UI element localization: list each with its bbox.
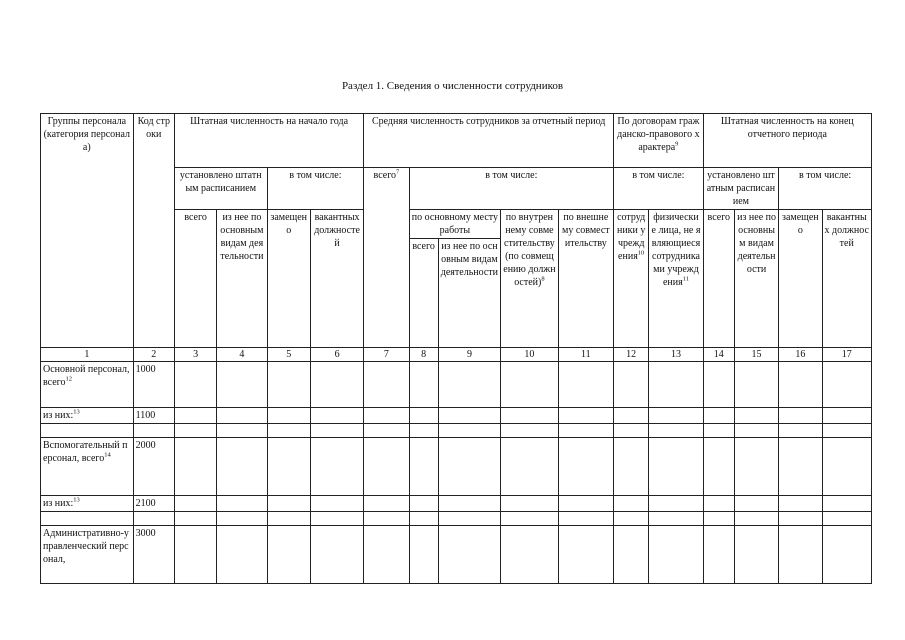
data-cell[interactable]: [614, 424, 649, 438]
data-cell[interactable]: [267, 438, 310, 496]
section-title: Раздел 1. Сведения о численности сотрудников: [341, 80, 564, 92]
row-label: [41, 424, 134, 438]
data-cell[interactable]: [822, 526, 872, 584]
data-cell[interactable]: [822, 496, 872, 512]
data-cell[interactable]: [614, 526, 649, 584]
data-cell[interactable]: [217, 424, 267, 438]
data-cell[interactable]: [364, 496, 409, 512]
header-vacant-end: вакантных должностей: [822, 210, 872, 348]
col-num: 8: [409, 348, 438, 362]
data-cell[interactable]: [438, 438, 500, 496]
col-num: 17: [822, 348, 872, 362]
data-cell[interactable]: [438, 512, 500, 526]
data-cell[interactable]: [779, 438, 822, 496]
data-cell[interactable]: [409, 362, 438, 408]
header-staff-end: Штатная численность на конец отчетного периода: [703, 114, 871, 168]
data-cell[interactable]: [501, 408, 558, 424]
table-row-main-staff: [41, 362, 872, 408]
data-cell[interactable]: [734, 408, 778, 424]
row-code: [133, 512, 174, 526]
col-num: 15: [734, 348, 778, 362]
col-num: 4: [217, 348, 267, 362]
header-contracts: По договорам гражданско-правового характера$^9$: [614, 114, 704, 168]
header-main-job: [409, 210, 501, 348]
data-cell[interactable]: [174, 362, 216, 408]
data-cell[interactable]: [364, 526, 409, 584]
data-cell[interactable]: [409, 424, 438, 438]
data-cell[interactable]: [364, 408, 409, 424]
data-cell[interactable]: [649, 438, 703, 496]
data-cell[interactable]: [558, 424, 613, 438]
header-internal: по внутреннему совместительству (по совмещению должностей)$^8$: [501, 210, 558, 348]
data-cell[interactable]: [310, 512, 363, 526]
header-filled-start: замещено: [267, 210, 310, 348]
data-cell[interactable]: [409, 526, 438, 584]
col-num: 2: [133, 348, 174, 362]
header-total-start: всего: [174, 210, 216, 348]
data-cell[interactable]: [822, 362, 872, 408]
data-cell[interactable]: [267, 408, 310, 424]
data-cell[interactable]: [703, 496, 734, 512]
col-num: 6: [310, 348, 363, 362]
data-cell[interactable]: [174, 496, 216, 512]
data-cell[interactable]: [558, 362, 613, 408]
row-code: 1100: [133, 408, 174, 424]
data-cell[interactable]: [779, 362, 822, 408]
row-label: Вспомогательный персонал, всего$^{14}$: [41, 438, 134, 496]
data-cell[interactable]: [174, 438, 216, 496]
data-cell[interactable]: [364, 438, 409, 496]
header-incl-contracts: в том числе:: [614, 168, 704, 210]
data-cell[interactable]: [558, 512, 613, 526]
data-cell[interactable]: [558, 408, 613, 424]
table-row-auxiliary-staff: [41, 438, 872, 496]
data-cell[interactable]: [822, 408, 872, 424]
header-established-start: установлено штатным расписанием: [174, 168, 267, 210]
header-of-main-start: из нее по основным видам деятельности: [217, 210, 267, 348]
data-cell[interactable]: [779, 526, 822, 584]
row-label: Основной персонал, всего$^{12}$: [41, 362, 134, 408]
data-cell[interactable]: [409, 512, 438, 526]
header-total-end: всего: [703, 210, 734, 348]
data-cell[interactable]: [501, 438, 558, 496]
data-cell[interactable]: [614, 438, 649, 496]
data-cell[interactable]: [703, 526, 734, 584]
row-code: 2100: [133, 496, 174, 512]
data-cell[interactable]: [310, 408, 363, 424]
col-num: 10: [501, 348, 558, 362]
data-cell[interactable]: [822, 424, 872, 438]
data-cell[interactable]: [501, 496, 558, 512]
data-cell[interactable]: [614, 496, 649, 512]
data-cell[interactable]: [409, 496, 438, 512]
data-cell[interactable]: [364, 362, 409, 408]
data-cell[interactable]: [364, 424, 409, 438]
data-cell[interactable]: [703, 408, 734, 424]
data-cell[interactable]: [217, 408, 267, 424]
data-cell[interactable]: [267, 362, 310, 408]
data-cell[interactable]: [409, 438, 438, 496]
data-cell[interactable]: [734, 424, 778, 438]
header-main-job-label: по основному месту работы: [410, 210, 501, 239]
header-main-total: всего: [410, 239, 439, 347]
data-cell[interactable]: [734, 526, 778, 584]
data-cell[interactable]: [267, 496, 310, 512]
row-label: [41, 512, 134, 526]
header-individuals: физические лица, не являющиеся сотрудниками учреждения$^{11}$: [649, 210, 703, 348]
header-average: Средняя численность сотрудников за отчетный период: [364, 114, 614, 168]
data-cell[interactable]: [649, 512, 703, 526]
data-cell[interactable]: [174, 408, 216, 424]
data-cell[interactable]: [217, 526, 267, 584]
data-cell[interactable]: [779, 408, 822, 424]
data-cell[interactable]: [501, 362, 558, 408]
data-cell[interactable]: [649, 424, 703, 438]
col-num: 13: [649, 348, 703, 362]
data-cell[interactable]: [438, 408, 500, 424]
data-cell[interactable]: [174, 526, 216, 584]
data-cell[interactable]: [217, 438, 267, 496]
row-code: [133, 424, 174, 438]
data-cell[interactable]: [310, 496, 363, 512]
header-code: Код строки: [133, 114, 174, 348]
header-inst-staff: сотрудники учреждения$^{10}$: [614, 210, 649, 348]
staff-count-table: [40, 113, 872, 584]
data-cell[interactable]: [174, 512, 216, 526]
col-num: 3: [174, 348, 216, 362]
header-groups: Группы персонала (категория персонала): [41, 114, 134, 348]
data-cell[interactable]: [649, 496, 703, 512]
data-cell[interactable]: [558, 438, 613, 496]
col-num: 11: [558, 348, 613, 362]
table-row-of-them-2: [41, 496, 872, 512]
data-cell[interactable]: [310, 362, 363, 408]
data-cell[interactable]: [734, 496, 778, 512]
data-cell[interactable]: [438, 496, 500, 512]
data-cell[interactable]: [703, 424, 734, 438]
data-cell[interactable]: [822, 438, 872, 496]
table-row-blank-2: [41, 512, 872, 526]
data-cell[interactable]: [501, 526, 558, 584]
col-num: 5: [267, 348, 310, 362]
data-cell[interactable]: [267, 424, 310, 438]
data-cell[interactable]: [614, 512, 649, 526]
data-cell[interactable]: [310, 526, 363, 584]
col-num: 9: [438, 348, 500, 362]
data-cell[interactable]: [703, 438, 734, 496]
data-cell[interactable]: [649, 526, 703, 584]
data-cell[interactable]: [779, 512, 822, 526]
header-external: по внешнему совместительству: [558, 210, 613, 348]
row-code: 3000: [133, 526, 174, 584]
data-cell[interactable]: [364, 512, 409, 526]
data-cell[interactable]: [310, 424, 363, 438]
data-cell[interactable]: [267, 512, 310, 526]
data-cell[interactable]: [703, 512, 734, 526]
data-cell[interactable]: [703, 362, 734, 408]
data-cell[interactable]: [438, 526, 500, 584]
data-cell[interactable]: [779, 496, 822, 512]
col-num: 12: [614, 348, 649, 362]
column-number-row: [41, 348, 872, 362]
data-cell[interactable]: [822, 512, 872, 526]
data-cell[interactable]: [501, 424, 558, 438]
row-code: 1000: [133, 362, 174, 408]
col-num: 7: [364, 348, 409, 362]
data-cell[interactable]: [614, 362, 649, 408]
header-staff-start: Штатная численность на начало года: [174, 114, 363, 168]
data-cell[interactable]: [558, 496, 613, 512]
table-row-admin-staff: [41, 526, 872, 584]
header-main-of-main: из нее по основным видам деятельности: [440, 241, 499, 278]
data-cell[interactable]: [217, 362, 267, 408]
data-cell[interactable]: [734, 512, 778, 526]
data-cell[interactable]: [649, 408, 703, 424]
data-cell[interactable]: [438, 424, 500, 438]
row-code: 2000: [133, 438, 174, 496]
col-num: 14: [703, 348, 734, 362]
row-label: из них:$^{13}$: [41, 496, 134, 512]
col-num: 1: [41, 348, 134, 362]
data-cell[interactable]: [409, 408, 438, 424]
data-cell[interactable]: [501, 512, 558, 526]
table-row-of-them-1: [41, 408, 872, 424]
row-label: из них:$^{13}$: [41, 408, 134, 424]
data-cell[interactable]: [217, 512, 267, 526]
header-filled-end: замещено: [779, 210, 822, 348]
col-num: 16: [779, 348, 822, 362]
header-incl-avg: в том числе:: [409, 168, 613, 210]
data-cell[interactable]: [438, 362, 500, 408]
header-established-end: установлено штатным расписанием: [703, 168, 779, 210]
data-cell[interactable]: [649, 362, 703, 408]
header-incl-end: в том числе:: [779, 168, 872, 210]
header-vacant-start: вакантных должностей: [310, 210, 363, 348]
data-cell[interactable]: [734, 438, 778, 496]
data-cell[interactable]: [310, 438, 363, 496]
header-avg-total: всего$^7$: [364, 168, 409, 348]
data-cell[interactable]: [614, 408, 649, 424]
data-cell[interactable]: [558, 526, 613, 584]
table-row-blank-1: [41, 424, 872, 438]
header-incl-start: в том числе:: [267, 168, 364, 210]
data-cell[interactable]: [267, 526, 310, 584]
data-cell[interactable]: [734, 362, 778, 408]
data-cell[interactable]: [217, 496, 267, 512]
header-of-main-end: из нее по основным видам деятельности: [734, 210, 778, 348]
data-cell[interactable]: [779, 424, 822, 438]
row-label: Административно-управленческий персонал,: [41, 526, 134, 584]
data-cell[interactable]: [174, 424, 216, 438]
